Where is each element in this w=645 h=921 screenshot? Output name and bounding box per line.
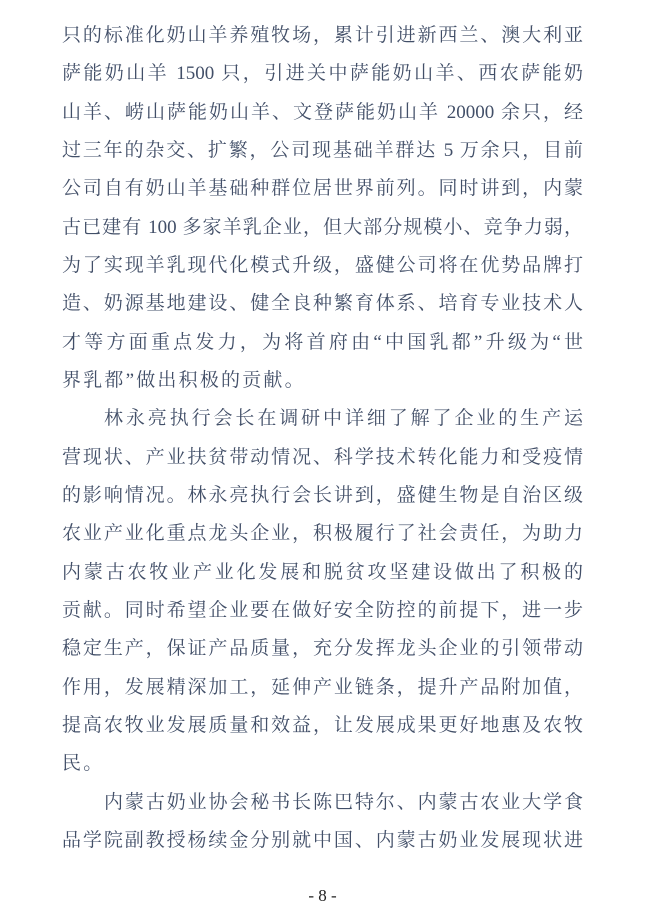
text-line: 造、奶源基地建设、健全良种繁育体系、培育专业技术人 (62, 293, 583, 315)
text-line: 贡献。同时希望企业要在做好安全防控的前提下，进一步 (62, 599, 583, 621)
page-number: - 8 - (308, 886, 337, 905)
text-line: 的影响情况。林永亮执行会长讲到，盛健生物是自治区级 (62, 484, 583, 506)
text-line: 山羊、崂山萨能奶山羊、文登萨能奶山羊 20000 余只，经 (62, 101, 583, 123)
text-line: 营现状、产业扶贫带动情况、科学技术转化能力和受疫情 (62, 446, 583, 468)
document-body (62, 17, 583, 860)
text-line: 稳定生产，保证产品质量，充分发挥龙头企业的引领带动 (62, 638, 583, 660)
text-line: 才等方面重点发力，为将首府由“中国乳都”升级为“世 (62, 331, 583, 353)
text-line: 作用，发展精深加工，延伸产业链条，提升产品附加值， (62, 676, 583, 698)
text-line: 民。 (62, 753, 105, 775)
text-line: 公司自有奶山羊基础种群位居世界前列。同时讲到，内蒙 (62, 178, 583, 200)
text-line: 过三年的杂交、扩繁，公司现基础羊群达 5 万余只，目前 (62, 139, 583, 161)
text-line: 内蒙古农牧业产业化发展和脱贫攻坚建设做出了积极的 (62, 561, 583, 583)
text-line: 为了实现羊乳现代化模式升级，盛健公司将在优势品牌打 (62, 254, 583, 276)
text-line: 界乳都”做出积极的贡献。 (62, 369, 306, 391)
text-line: 林永亮执行会长在调研中详细了解了企业的生产运 (104, 408, 583, 430)
text-line: 农业产业化重点龙头企业，积极履行了社会责任，为助力 (62, 523, 583, 545)
text-line: 品学院副教授杨续金分别就中国、内蒙古奶业发展现状进 (62, 829, 583, 851)
text-line: 提高农牧业发展质量和效益，让发展成果更好地惠及农牧 (62, 714, 583, 736)
text-line: 萨能奶山羊 1500 只，引进关中萨能奶山羊、西农萨能奶 (62, 63, 583, 85)
page-footer (0, 886, 645, 906)
text-line: 古已建有 100 多家羊乳企业，但大部分规模小、竞争力弱， (62, 216, 583, 238)
text-line: 内蒙古奶业协会秘书长陈巴特尔、内蒙古农业大学食 (104, 791, 583, 813)
text-line: 只的标准化奶山羊养殖牧场，累计引进新西兰、澳大利亚 (62, 25, 583, 46)
